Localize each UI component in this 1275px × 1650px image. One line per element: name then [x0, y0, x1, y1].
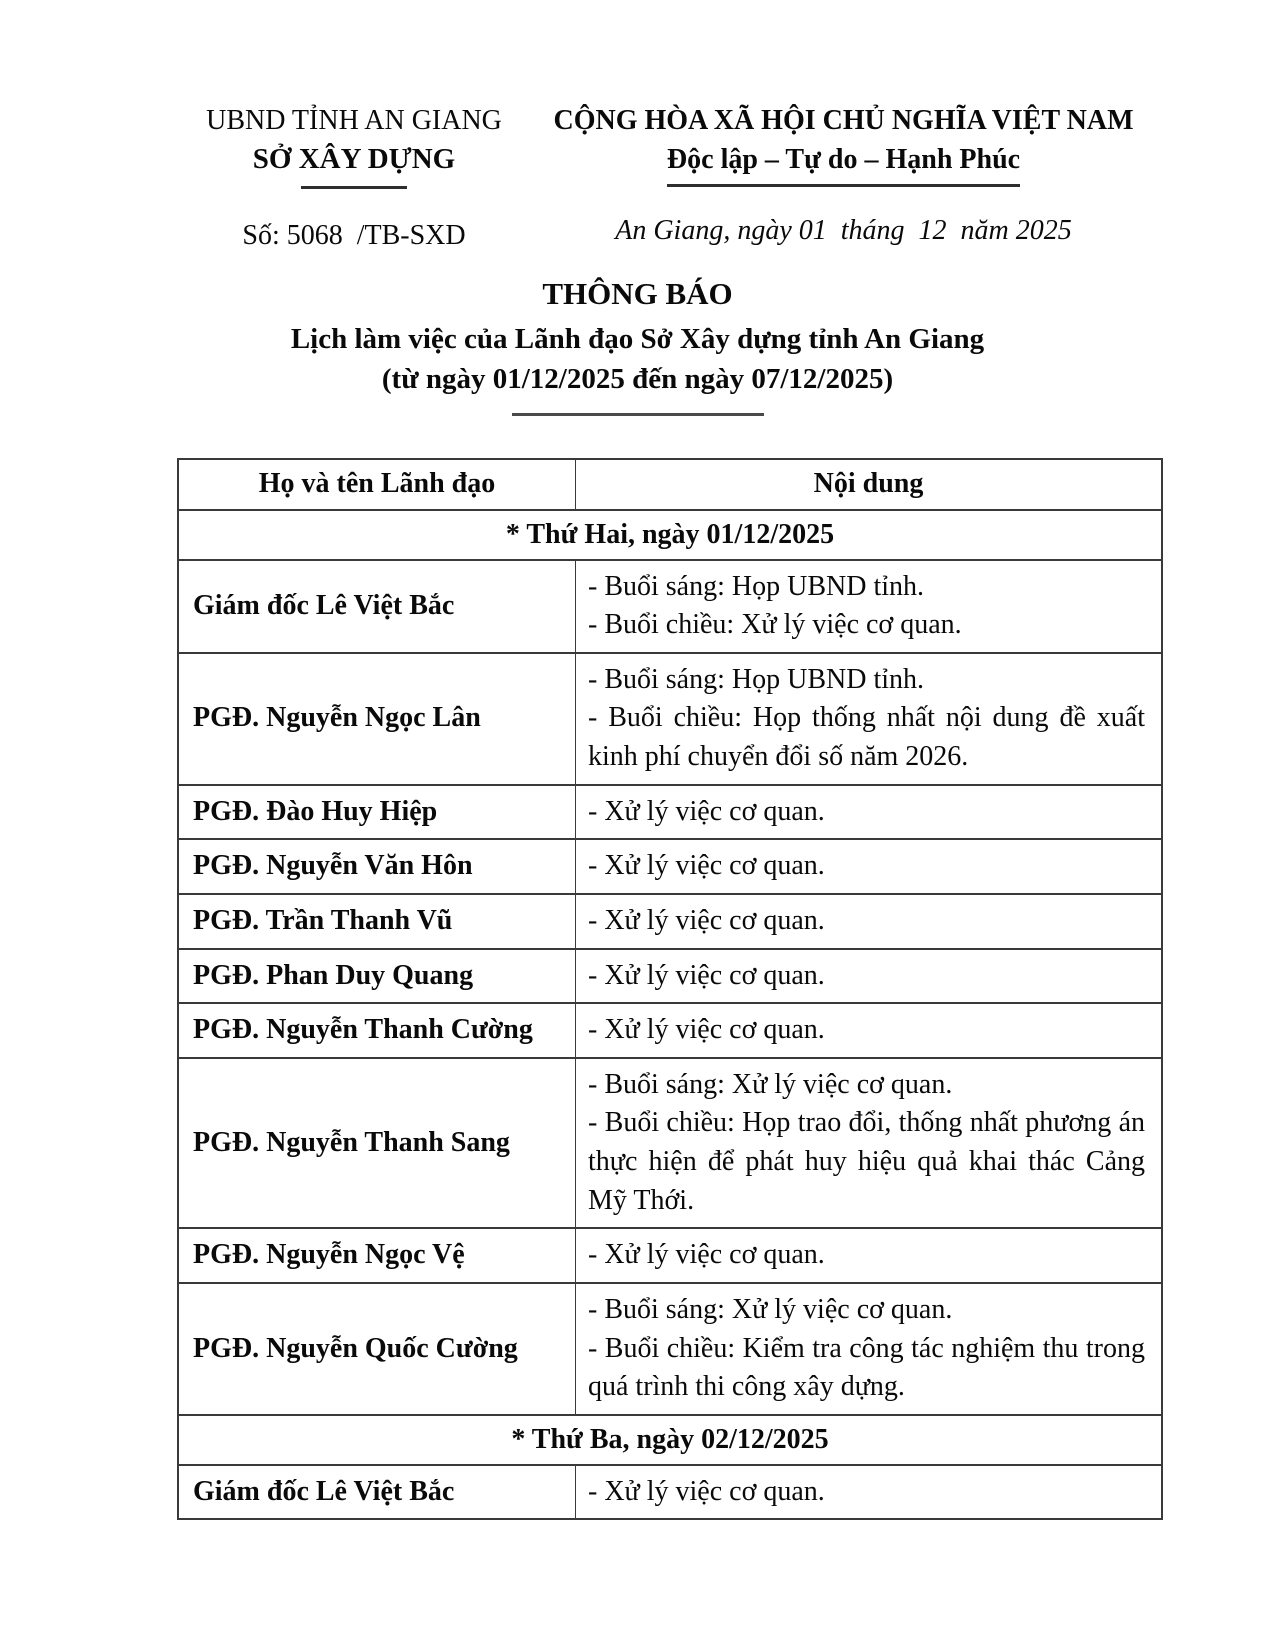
leader-name: Giám đốc Lê Việt Bắc: [178, 1465, 576, 1520]
table-row: [178, 560, 1162, 653]
schedule-line: - Buổi chiều: Xử lý việc cơ quan.: [588, 609, 962, 641]
table-row: [178, 1465, 1162, 1520]
document-subject-title: Lịch làm việc của Lãnh đạo Sở Xây dựng tỉnh An Giang: [290, 323, 985, 355]
column-header-name: Họ và tên Lãnh đạo: [178, 459, 576, 510]
national-header-block: [540, 103, 1147, 253]
schedule-line: - Buổi sáng: Xử lý việc cơ quan.: [588, 1068, 953, 1100]
schedule-line: - Xử lý việc cơ quan.: [588, 904, 825, 936]
schedule-table-body: [178, 510, 1162, 1520]
schedule-table-head: [178, 459, 1162, 510]
leader-name: Giám đốc Lê Việt Bắc: [178, 560, 576, 653]
table-row: [178, 1228, 1162, 1283]
schedule-line: - Xử lý việc cơ quan.: [588, 1014, 825, 1046]
table-row: [178, 653, 1162, 785]
table-row: [178, 1003, 1162, 1058]
day-section-label: * Thứ Ba, ngày 02/12/2025: [178, 1415, 1162, 1465]
schedule-content: [576, 560, 1163, 653]
schedule-content: [576, 894, 1163, 949]
schedule-line: - Xử lý việc cơ quan.: [588, 1239, 825, 1271]
country-title: CỘNG HÒA XÃ HỘI CHỦ NGHĨA VIỆT NAM: [553, 105, 1134, 136]
schedule-table: [177, 458, 1163, 1521]
schedule-content: [576, 1283, 1163, 1415]
national-motto: Độc lập – Tự do – Hạnh Phúc: [667, 142, 1020, 187]
org-underline-rule: [301, 186, 407, 189]
schedule-line: - Buổi chiều: Họp thống nhất nội dung đề xuất kinh phí chuyển đổi số năm 2026.: [588, 702, 1145, 772]
motto-wrap: [540, 138, 1147, 187]
schedule-content: [576, 1228, 1163, 1283]
leader-name: PGĐ. Nguyễn Ngọc Vệ: [178, 1228, 576, 1283]
table-row: [178, 949, 1162, 1004]
schedule-content: [576, 1465, 1163, 1520]
leader-name: PGĐ. Nguyễn Văn Hôn: [178, 839, 576, 894]
schedule-content: [576, 949, 1163, 1004]
table-row: [178, 894, 1162, 949]
schedule-content: [576, 839, 1163, 894]
place-date-line: An Giang, ngày 01 tháng 12 năm 2025: [615, 215, 1072, 246]
column-header-content: Nội dung: [576, 459, 1163, 510]
schedule-line: - Buổi chiều: Kiểm tra công tác nghiệm thu trong quá trình thi công xây dựng.: [588, 1332, 1145, 1403]
schedule-content: [576, 785, 1163, 840]
org-name: SỞ XÂY DỰNG: [252, 143, 456, 175]
day-section-row: [178, 1415, 1162, 1465]
header-row: [178, 459, 1162, 510]
letterhead: [0, 0, 1275, 253]
schedule-line: - Buổi sáng: Họp UBND tỉnh.: [588, 663, 924, 695]
document-type-title: THÔNG BÁO: [542, 276, 733, 312]
schedule-line: - Buổi chiều: Họp trao đổi, thống nhất phương án thực hiện để phát huy hiệu quả khai thác Cảng Mỹ Thới.: [588, 1107, 1145, 1216]
schedule-content: [576, 1003, 1163, 1058]
schedule-content: [576, 653, 1163, 785]
schedule-line: - Buổi sáng: Xử lý việc cơ quan.: [588, 1293, 953, 1325]
table-row: [178, 1058, 1162, 1229]
schedule-content: [576, 1058, 1163, 1229]
schedule-line: - Xử lý việc cơ quan.: [588, 850, 825, 882]
schedule-line: - Xử lý việc cơ quan.: [588, 1475, 825, 1507]
org-parent-name: UBND TỈNH AN GIANG: [206, 105, 502, 136]
leader-name: PGĐ. Nguyễn Thanh Sang: [178, 1058, 576, 1229]
leader-name: PGĐ. Phan Duy Quang: [178, 949, 576, 1004]
day-section-row: [178, 510, 1162, 560]
schedule-line: - Xử lý việc cơ quan.: [588, 795, 825, 827]
leader-name: PGĐ. Nguyễn Thanh Cường: [178, 1003, 576, 1058]
schedule-line: - Buổi sáng: Họp UBND tỉnh.: [588, 570, 924, 602]
schedule-line: - Xử lý việc cơ quan.: [588, 959, 825, 991]
document-number: Số: 5068 /TB-SXD: [242, 220, 466, 252]
table-row: [178, 839, 1162, 894]
leader-name: PGĐ. Nguyễn Ngọc Lân: [178, 653, 576, 785]
title-divider-rule: [512, 413, 764, 416]
leader-name: PGĐ. Trần Thanh Vũ: [178, 894, 576, 949]
date-range-line: (từ ngày 01/12/2025 đến ngày 07/12/2025): [381, 363, 894, 396]
leader-name: PGĐ. Đào Huy Hiệp: [178, 785, 576, 840]
day-section-label: * Thứ Hai, ngày 01/12/2025: [178, 510, 1162, 560]
leader-name: PGĐ. Nguyễn Quốc Cường: [178, 1283, 576, 1415]
table-row: [178, 785, 1162, 840]
issuing-org-block: [168, 103, 540, 253]
table-row: [178, 1283, 1162, 1415]
title-block: [0, 275, 1275, 415]
